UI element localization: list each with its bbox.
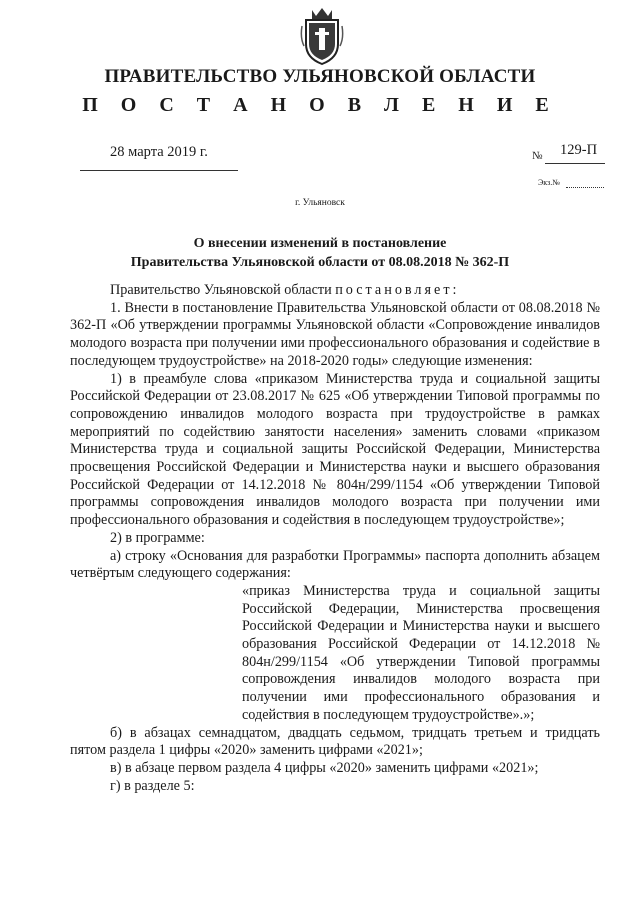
number-label: № <box>532 150 543 162</box>
preamble <box>70 282 600 300</box>
paragraph-1-2-v: в) в абзаце первом раздела 4 цифры «2020» заменить цифрами «2021»; <box>110 759 539 776</box>
document-title <box>100 234 540 272</box>
paragraph-1: 1. Внести в постановление Правительства Ульяновской области от 08.08.2018 № 362-П «Об утверждении программы Ульяновской области «Сопровождение инвалидов молодого возраста при получении ими профессионального образования и содействие в последующем трудоустройстве» на 2018-2020 годы» следующие изменения: <box>70 299 600 369</box>
document-number: 129-П <box>560 142 598 158</box>
paragraph-1-2-a: а) строку «Основания для разработки Программы» паспорта дополнить абзацем четвёртым следующего содержания: <box>70 547 600 582</box>
date-underline <box>80 170 238 171</box>
title-line-2: Правительства Ульяновской области от 08.08.2018 № 362-П <box>130 255 510 270</box>
preamble-text: Правительство Ульяновской области <box>110 282 336 298</box>
document-date: 28 марта 2019 г. <box>110 144 208 160</box>
number-underline <box>545 163 605 164</box>
document-body <box>70 282 600 795</box>
coat-of-arms-icon <box>300 6 344 68</box>
paragraph-1-2-g: г) в разделе 5: <box>110 777 195 794</box>
city: г. Ульяновск <box>295 198 345 208</box>
government-name: ПРАВИТЕЛЬСТВО УЛЬЯНОВСКОЙ ОБЛАСТИ <box>104 66 536 87</box>
paragraph-1-1: 1) в преамбуле слова «приказом Министерства труда и социальной защиты Российской Федерации от 23.08.2017 № 625 «Об утверждении Типовой программы по сопровождению инвалидов молодого возраста при трудоустройстве в рамках мероприятий по содействию занятости населения» заменить словами «приказом Министерства труда и социальной защиты Российской Федерации, Министерства просвещения Российской Федерации и Министерства науки и высшего образования Российской Федерации от 14.12.2018 № 804н/299/1154 «Об утверждении Типовой программы сопровождения инвалидов молодого возраста при получении ими профессионального образования и содействия в последующем трудоустройстве»; <box>70 370 600 529</box>
preamble-decree-word: постановляет: <box>335 282 460 298</box>
quoted-insertion: «приказ Министерства труда и социальной защиты Российской Федерации, Министерства просвещения Российской Федерации и Министерства науки и высшего образования Российской Федерации от 14.12.2018 № 804н/299/1154 «Об утверждении Типовой программы сопровождения инвалидов молодого возраста при получении ими профессионального образования и содействия в последующем трудоустройстве».»; <box>242 582 600 723</box>
title-line-1: О внесении изменений в постановление <box>193 236 447 251</box>
paragraph-1-2-b: б) в абзацах семнадцатом, двадцать седьмом, тридцать третьем и тридцать пятом раздела 1 цифры «2020» заменить цифрами «2021»; <box>70 724 600 759</box>
copy-number-label: Экз.№ <box>538 178 560 187</box>
copy-number-line <box>566 187 604 188</box>
document-type: П О С Т А Н О В Л Е Н И Е <box>82 94 558 116</box>
paragraph-1-2: 2) в программе: <box>110 529 205 546</box>
